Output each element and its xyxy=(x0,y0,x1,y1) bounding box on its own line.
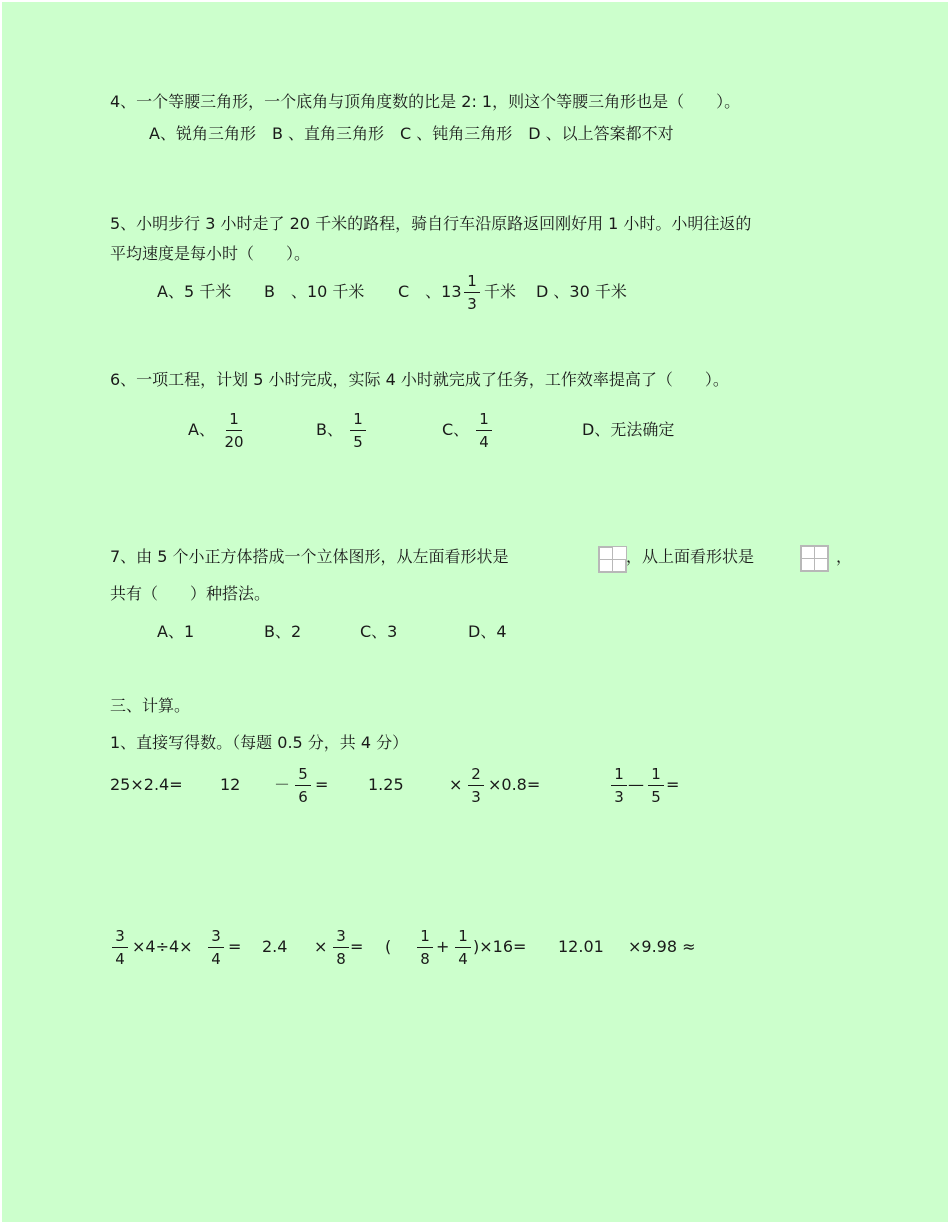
fraction-bar xyxy=(611,785,627,786)
denominator: 20 xyxy=(224,433,244,451)
fraction-bar xyxy=(350,430,366,431)
fraction-bar xyxy=(417,947,433,948)
q7-option-a: A、1 xyxy=(157,622,195,641)
denominator: 4 xyxy=(211,950,221,968)
denominator: 3 xyxy=(614,788,624,806)
denominator: 8 xyxy=(336,950,346,968)
numerator: 1 xyxy=(614,765,624,783)
calc2-expr3-rest: )×16= xyxy=(473,937,527,956)
q6-option-c: C、 xyxy=(442,420,470,439)
q7-option-d: D、4 xyxy=(468,622,507,641)
q4-stem: 4、一个等腰三角形，一个底角与顶角度数的比是 2: 1，则这个等腰三角形也是（ ）。 xyxy=(110,92,741,111)
numerator: 1 xyxy=(651,765,661,783)
numerator: 2 xyxy=(471,765,481,783)
calc2-expr2-a: 2.4 xyxy=(262,937,288,956)
numerator: 1 xyxy=(458,927,468,945)
fraction-bar xyxy=(226,430,242,431)
fraction-bar xyxy=(455,947,471,948)
q7-line2: 共有（ ）种搭法。 xyxy=(110,584,271,603)
fraction-bar xyxy=(648,785,664,786)
calc1-expr4-op: — xyxy=(628,775,644,794)
q5-line2: 平均速度是每小时（ ）。 xyxy=(110,244,311,263)
denominator: 5 xyxy=(353,433,363,451)
calc2-expr1-eq: = xyxy=(228,937,242,956)
numerator: 1 xyxy=(467,272,477,290)
fraction-bar xyxy=(112,947,128,948)
calc2-expr3-open: ( xyxy=(385,937,392,956)
q7-part3: ， xyxy=(836,547,853,566)
calc2-expr4-a: 12.01 xyxy=(558,937,604,956)
calc2-expr3-fraction1 xyxy=(411,927,439,968)
fraction-bar xyxy=(333,947,349,948)
left-view-shape-icon xyxy=(598,546,627,573)
calc1-expr2-a: 12 xyxy=(220,775,241,794)
numerator: 3 xyxy=(115,927,125,945)
numerator: 1 xyxy=(420,927,430,945)
numerator: 3 xyxy=(336,927,346,945)
q5-line1: 5、小明步行 3 小时走了 20 千米的路程，骑自行车沿原路返回刚好用 1 小时。小明往返的 xyxy=(110,214,752,233)
calc2-expr2-op: × xyxy=(314,937,328,956)
numerator: 1 xyxy=(229,410,239,428)
fraction-bar xyxy=(295,785,311,786)
calc1-expr2-eq: = xyxy=(315,775,329,794)
calc1-expr3-rest: ×0.8= xyxy=(488,775,541,794)
denominator: 5 xyxy=(651,788,661,806)
q5-option-c: C 、13 xyxy=(398,282,462,301)
denominator: 4 xyxy=(458,950,468,968)
denominator: 3 xyxy=(467,295,477,313)
exam-page xyxy=(2,2,948,1222)
numerator: 1 xyxy=(479,410,489,428)
q5-option-c-unit: 千米 xyxy=(484,282,517,301)
q4-options: A、锐角三角形 B 、直角三角形 C 、钝角三角形 D 、以上答案都不对 xyxy=(149,124,674,143)
q6-option-a-fraction xyxy=(220,410,248,451)
denominator: 3 xyxy=(471,788,481,806)
q7-part2: ，从上面看形状是 xyxy=(626,547,755,566)
section-3-title: 三、计算。 xyxy=(110,696,191,715)
q5-option-b: B 、10 千米 xyxy=(264,282,365,301)
calc2-expr3-op: + xyxy=(436,937,450,956)
numerator: 3 xyxy=(211,927,221,945)
fraction-bar xyxy=(464,292,480,293)
fraction-bar xyxy=(468,785,484,786)
q6-option-d: D、无法确定 xyxy=(582,420,675,439)
denominator: 4 xyxy=(115,950,125,968)
calc1-expr3-a: 1.25 xyxy=(368,775,404,794)
calc1-expr3-op: × xyxy=(449,775,463,794)
q5-option-d: D 、30 千米 xyxy=(536,282,627,301)
calc2-expr1-fraction1 xyxy=(106,927,134,968)
calc2-expr1-fraction2 xyxy=(202,927,230,968)
fraction-bar xyxy=(476,430,492,431)
q6-option-b: B、 xyxy=(316,420,343,439)
denominator: 6 xyxy=(298,788,308,806)
q6-option-a: A、 xyxy=(188,420,215,439)
denominator: 8 xyxy=(420,950,430,968)
q7-part1: 7、由 5 个小正方体搭成一个立体图形，从左面看形状是 xyxy=(110,547,509,566)
calc2-expr4-rest: ×9.98 ≈ xyxy=(628,937,696,956)
calc1-expr2-op: － xyxy=(274,775,291,794)
numerator: 1 xyxy=(353,410,363,428)
fraction-bar xyxy=(208,947,224,948)
calc1-expr2-fraction xyxy=(289,765,317,806)
numerator: 5 xyxy=(298,765,308,783)
q6-stem: 6、一项工程，计划 5 小时完成，实际 4 小时就完成了任务，工作效率提高了（ ）。 xyxy=(110,370,729,389)
q5-option-c-fraction xyxy=(458,272,486,313)
calc1-expr4-eq: = xyxy=(666,775,680,794)
calc2-expr1-mid: ×4÷4× xyxy=(132,937,193,956)
calc2-expr2-eq: = xyxy=(350,937,364,956)
calc1-expr3-fraction xyxy=(462,765,490,806)
q6-option-c-fraction xyxy=(470,410,498,451)
q6-option-b-fraction xyxy=(344,410,372,451)
q7-option-b: B、2 xyxy=(264,622,302,641)
denominator: 4 xyxy=(479,433,489,451)
section-3-sub1: 1、直接写得数。（每题 0.5 分，共 4 分） xyxy=(110,733,409,752)
calc1-expr1: 25×2.4= xyxy=(110,775,183,794)
q5-option-a: A、5 千米 xyxy=(157,282,232,301)
top-view-shape-icon xyxy=(800,545,829,572)
q7-option-c: C、3 xyxy=(360,622,398,641)
